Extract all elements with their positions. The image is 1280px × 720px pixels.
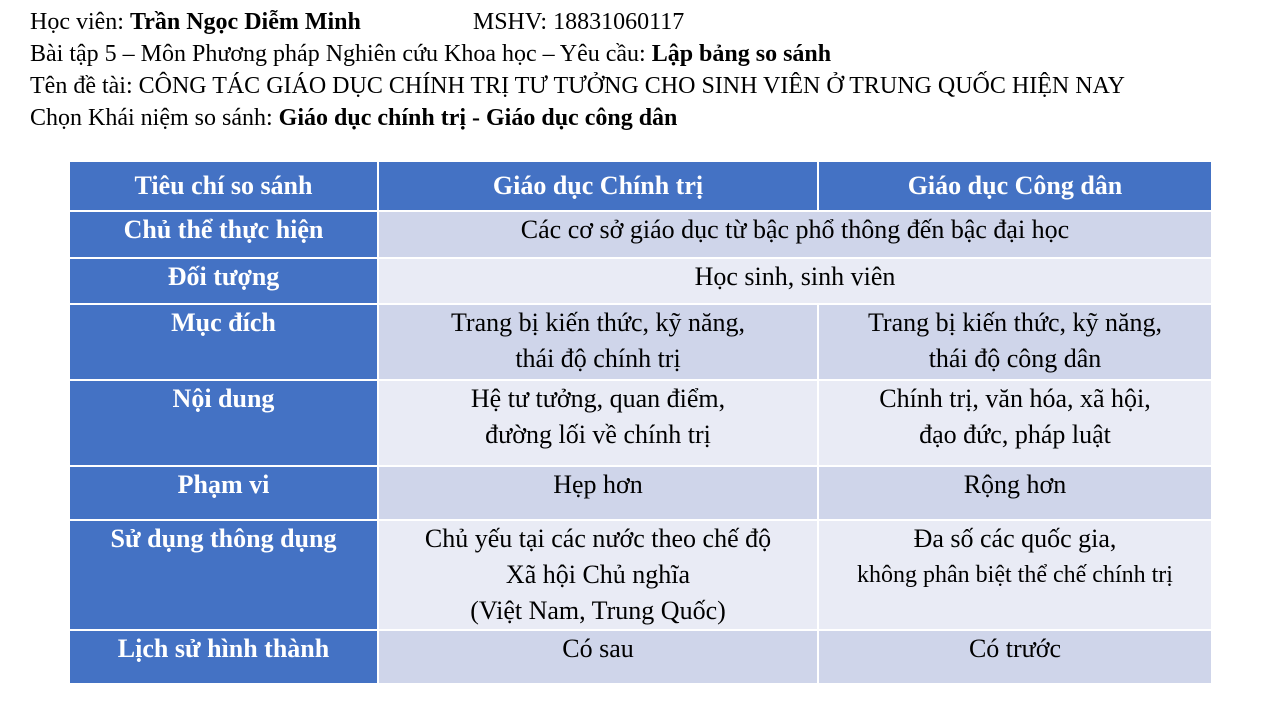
header-civic: Giáo dục Công dân	[818, 161, 1212, 211]
cell-line: Trang bị kiến thức, kỹ năng,	[450, 308, 746, 337]
table-row	[69, 380, 1212, 466]
topic-line: Tên đề tài: CÔNG TÁC GIÁO DỤC CHÍNH TRỊ TƯ TƯỞNG CHO SINH VIÊN Ở TRUNG QUỐC HIỆN NAY	[30, 73, 1125, 99]
assignment-prefix: Bài tập 5 – Môn Phương pháp Nghiên cứu Khoa học – Yêu cầu:	[30, 41, 652, 67]
concept-label: Chọn Khái niệm so sánh:	[30, 105, 279, 131]
table-row	[69, 630, 1212, 684]
header-criterion: Tiêu chí so sánh	[69, 161, 378, 211]
assignment-line	[30, 38, 1270, 70]
table-row	[69, 304, 1212, 380]
comparison-table	[68, 160, 1213, 685]
student-id: MSHV: 18831060117	[472, 9, 685, 35]
criterion-cell: Sử dụng thông dụng	[69, 520, 378, 630]
criterion-cell: Lịch sử hình thành	[69, 630, 378, 684]
political-cell	[378, 380, 818, 466]
cell-line: đường lối về chính trị	[485, 420, 711, 449]
table-row	[69, 466, 1212, 520]
table-header-row	[69, 161, 1212, 211]
merged-cell: Học sinh, sinh viên	[378, 258, 1212, 304]
criterion-cell: Phạm vi	[69, 466, 378, 520]
criterion-cell: Chủ thể thực hiện	[69, 211, 378, 258]
civic-cell	[818, 304, 1212, 380]
assignment-requirement: Lập bảng so sánh	[651, 41, 832, 67]
concept-line	[30, 102, 1270, 134]
cell-line: Hệ tư tưởng, quan điểm,	[470, 384, 726, 413]
civic-cell: Có trước	[818, 630, 1212, 684]
table-row	[69, 520, 1212, 630]
civic-cell	[818, 380, 1212, 466]
civic-cell: Rộng hơn	[818, 466, 1212, 520]
cell-line: Xã hội Chủ nghĩa	[505, 560, 691, 589]
political-cell: Có sau	[378, 630, 818, 684]
student-label: Học viên:	[30, 9, 130, 35]
criterion-cell: Nội dung	[69, 380, 378, 466]
cell-line: (Việt Nam, Trung Quốc)	[470, 596, 726, 625]
civic-cell	[818, 520, 1212, 630]
political-cell	[378, 304, 818, 380]
political-cell	[378, 520, 818, 630]
criterion-cell: Mục đích	[69, 304, 378, 380]
concept-value: Giáo dục chính trị - Giáo dục công dân	[278, 105, 678, 131]
student-line	[30, 6, 1270, 38]
cell-line: Chính trị, văn hóa, xã hội,	[879, 384, 1151, 413]
merged-cell: Các cơ sở giáo dục từ bậc phổ thông đến bậc đại học	[378, 211, 1212, 258]
cell-line: thái độ công dân	[928, 344, 1102, 373]
cell-line: Đa số các quốc gia,	[913, 524, 1117, 553]
cell-line: không phân biệt thể chế chính trị	[857, 562, 1173, 588]
table-row	[69, 211, 1212, 258]
header-political: Giáo dục Chính trị	[378, 161, 818, 211]
student-name: Trần Ngọc Diễm Minh	[129, 9, 361, 35]
cell-line: Chủ yếu tại các nước theo chế độ	[424, 524, 772, 553]
cell-line: Trang bị kiến thức, kỹ năng,	[867, 308, 1163, 337]
table-row	[69, 258, 1212, 304]
document-header	[30, 6, 1270, 134]
cell-line: thái độ chính trị	[515, 344, 681, 373]
criterion-cell: Đối tượng	[69, 258, 378, 304]
cell-line: đạo đức, pháp luật	[919, 420, 1111, 449]
political-cell: Hẹp hơn	[378, 466, 818, 520]
